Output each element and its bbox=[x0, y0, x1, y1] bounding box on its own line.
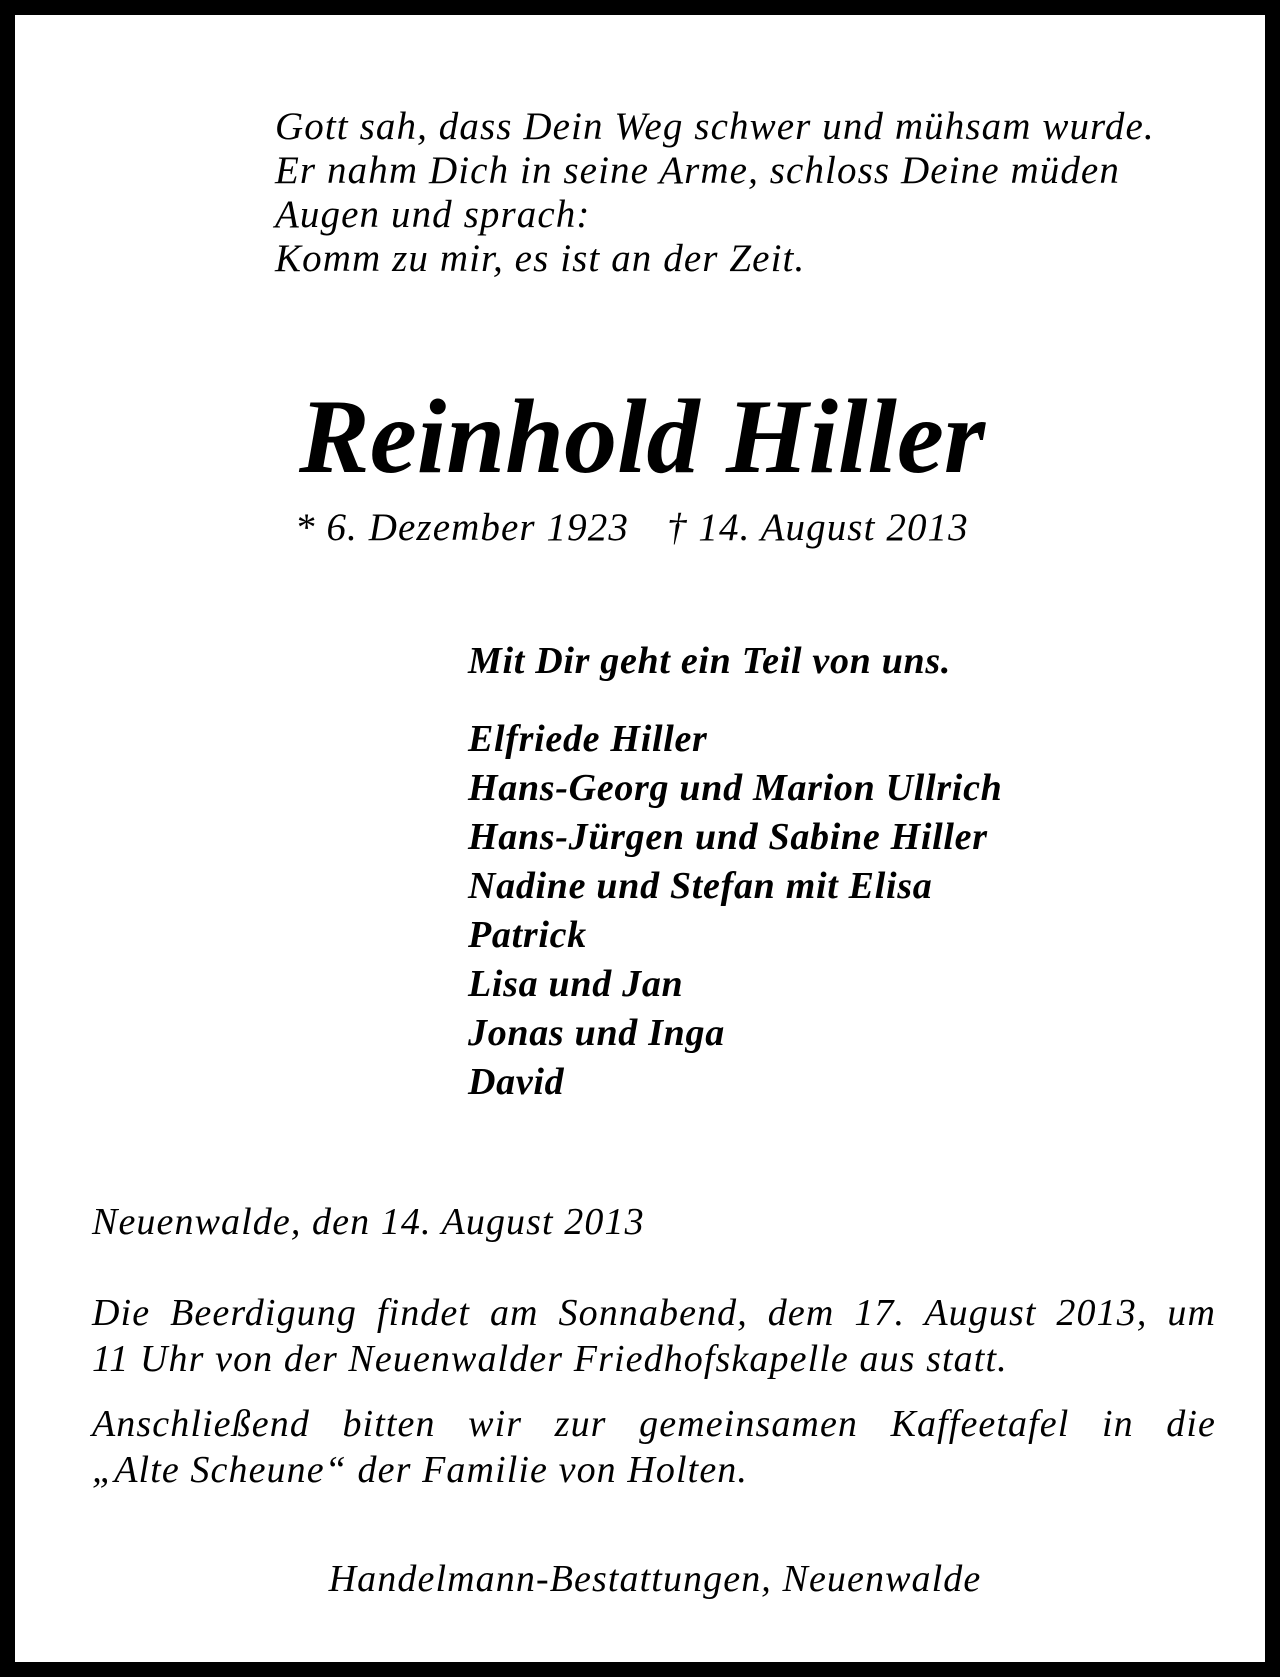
mourner-name: Jonas und Inga bbox=[468, 1012, 725, 1054]
mourner-name: Patrick bbox=[468, 914, 587, 956]
verse-line: Augen und sprach: bbox=[275, 193, 591, 236]
verse-line: Gott sah, dass Dein Weg schwer und mühsam wurde. bbox=[275, 105, 1155, 148]
deceased-name: Reinhold Hiller bbox=[299, 378, 986, 495]
verse-line: Komm zu mir, es ist an der Zeit. bbox=[275, 237, 806, 280]
mourner-name: Nadine und Stefan mit Elisa bbox=[468, 865, 933, 907]
life-dates bbox=[295, 503, 969, 553]
mourner-name: Lisa und Jan bbox=[468, 963, 684, 1005]
reception-line: Anschließend bitten wir zur gemeinsamen Kaffeetafel in die bbox=[92, 1403, 1216, 1445]
undertaker-credit: Handelmann-Bestattungen, Neuenwalde bbox=[328, 1558, 982, 1600]
reception-details bbox=[92, 1401, 1216, 1493]
place-and-date: Neuenwalde, den 14. August 2013 bbox=[92, 1201, 645, 1243]
birth-date: * 6. Dezember 1923 bbox=[295, 506, 629, 549]
reception-line: „Alte Scheune“ der Familie von Holten. bbox=[92, 1449, 748, 1491]
funeral-line: Die Beerdigung findet am Sonnabend, dem 17. August 2013, um bbox=[92, 1292, 1216, 1334]
funeral-line: 11 Uhr von der Neuenwalder Friedhofskapelle aus statt. bbox=[92, 1338, 1008, 1380]
death-date: † 14. August 2013 bbox=[666, 506, 969, 549]
mourner-name: Hans-Jürgen und Sabine Hiller bbox=[468, 816, 988, 858]
motto: Mit Dir geht ein Teil von uns. bbox=[468, 640, 952, 682]
memorial-verse bbox=[275, 105, 1235, 281]
funeral-details bbox=[92, 1290, 1216, 1382]
mourner-name: Elfriede Hiller bbox=[468, 718, 708, 760]
mourner-name: David bbox=[468, 1061, 565, 1103]
mourners-list bbox=[468, 715, 1002, 1107]
mourner-name: Hans-Georg und Marion Ullrich bbox=[468, 767, 1003, 809]
verse-line: Er nahm Dich in seine Arme, schloss Deine müden bbox=[275, 149, 1120, 192]
